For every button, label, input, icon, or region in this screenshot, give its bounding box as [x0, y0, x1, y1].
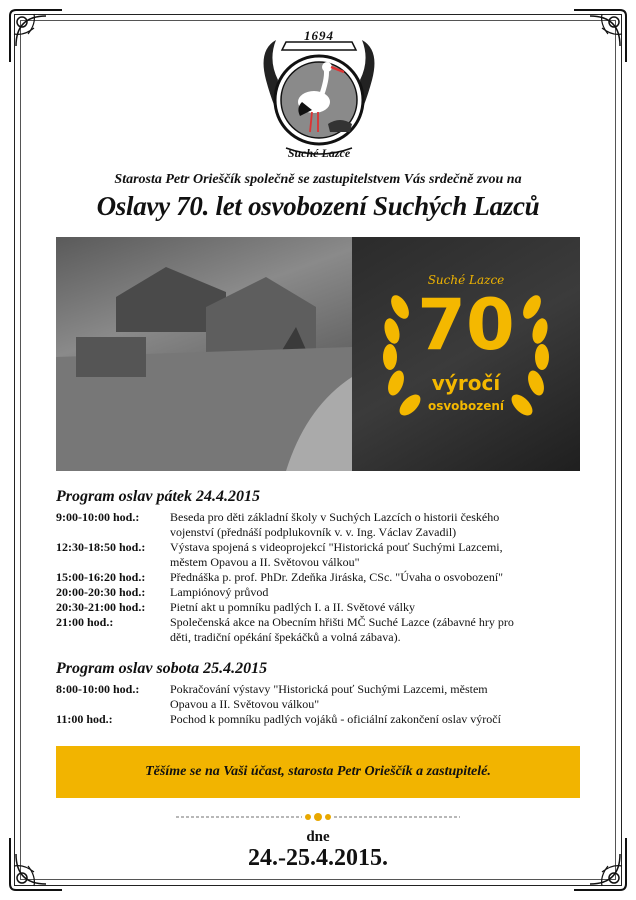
- program-desc-line: Společenská akce na Obecním hřišti MČ Suché Lazce (zábavné hry pro: [170, 615, 514, 629]
- program-desc: Lampiónový průvod: [170, 585, 269, 599]
- program-desc: Přednáška p. prof. PhDr. Zdeňka Jiráska, CSc. "Úvaha o osvobození": [170, 570, 504, 584]
- program-desc-line: vojenství (přednáší podplukovník v. v. Ing. Václav Zavadil): [170, 525, 457, 539]
- event-date: 24.-25.4.2015.: [248, 845, 388, 871]
- program-time: 12:30-18:50 hod.:: [56, 540, 146, 554]
- friday-program-heading: Program oslav pátek 24.4.2015: [56, 488, 260, 505]
- invitation-text: Starosta Petr Orieščík společně se zastupitelstvem Vás srdečně zvou na: [114, 172, 522, 187]
- badge-village-name: Suché Lazce: [427, 273, 505, 287]
- program-desc: [170, 682, 584, 712]
- page-title: Oslavy 70. let osvobození Suchých Lazců: [96, 191, 540, 221]
- village-houses-icon: [56, 237, 352, 471]
- program-desc-line: městem Opavou a II. Světovou válkou": [170, 555, 360, 569]
- village-photo-left: [56, 237, 352, 471]
- saturday-program-heading: Program oslav sobota 25.4.2015: [56, 660, 268, 677]
- badge-anniversary-word: výročí: [431, 371, 501, 395]
- program-time: 8:00-10:00 hod.:: [56, 682, 140, 696]
- program-desc: [170, 510, 584, 540]
- program-desc: Pochod k pomníku padlých vojáků - oficiální zakončení oslav výročí: [170, 712, 501, 726]
- badge-liberation-word: osvobození: [427, 399, 505, 413]
- program-time: 20:30-21:00 hod.:: [56, 600, 146, 614]
- flower-divider-icon: [176, 812, 460, 822]
- program-desc: [170, 615, 584, 645]
- logo-village-name: Suché Lazce: [287, 146, 351, 160]
- historical-photo: [56, 237, 580, 471]
- program-desc-line: děti, tradiční opékání špekáčků a volná zábava).: [170, 630, 401, 644]
- program-desc-line: Výstava spojená s videoprojekcí "Historická pouť Suchými Lazcemi,: [170, 540, 503, 554]
- program-time: 9:00-10:00 hod.:: [56, 510, 140, 524]
- date-prefix: dne: [306, 829, 330, 845]
- logo-year: 1694: [304, 28, 334, 43]
- program-time: 11:00 hod.:: [56, 712, 113, 726]
- corner-ornament-icon: [6, 6, 66, 66]
- badge-number: 70: [417, 284, 515, 366]
- program-time: 21:00 hod.:: [56, 615, 114, 629]
- program-desc: Pietní akt u pomníku padlých I. a II. Světové války: [170, 600, 415, 614]
- program-time: 15:00-16:20 hod.:: [56, 570, 146, 584]
- closing-banner: Těšíme se na Vaši účast, starosta Petr Orieščík a zastupitelé.: [56, 746, 580, 798]
- program-desc-line: Pokračování výstavy "Historická pouť Suchými Lazcemi, městem: [170, 682, 488, 696]
- corner-ornament-icon: [570, 6, 630, 66]
- program-time: 20:00-20:30 hod.:: [56, 585, 146, 599]
- village-logo: [256, 20, 382, 168]
- program-desc-line: Beseda pro děti základní školy v Suchých Lazcích o historii českého: [170, 510, 500, 524]
- program-desc: [170, 540, 584, 570]
- program-desc-line: Opavou a II. Světovou válkou": [170, 697, 320, 711]
